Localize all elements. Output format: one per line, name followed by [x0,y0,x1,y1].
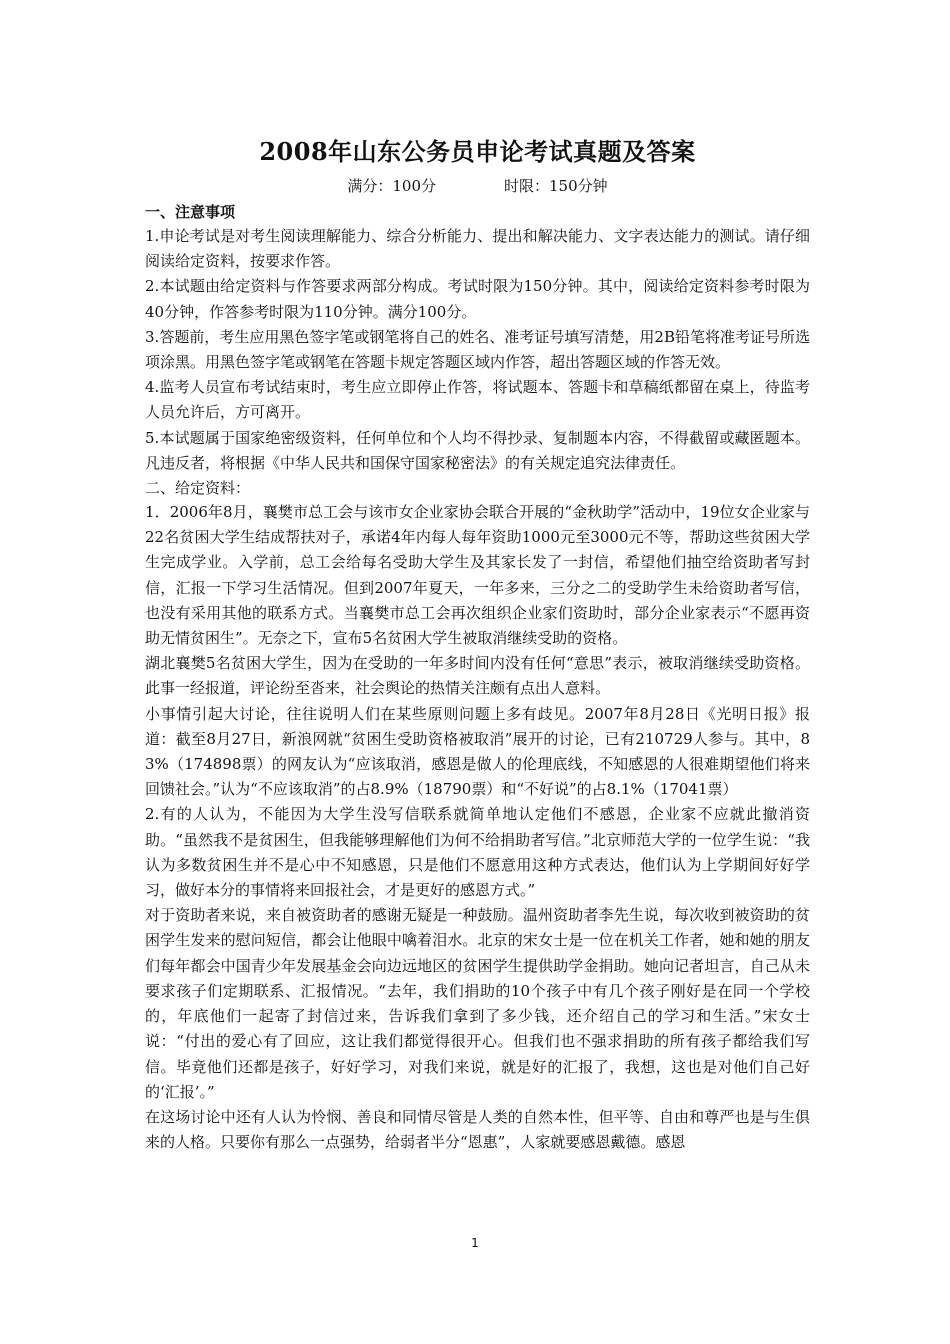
notice-item-5: 5.本试题属于国家绝密级资料，任何单位和个人均不得抄录、复制题本内容，不得截留或藏匿题本。凡违反者，将根据《中华人民共和国保守国家秘密法》的有关规定追究法律责任。 [145,428,810,472]
material-paragraph: 2.有的人认为，不能因为大学生没写信联系就简单地认定他们不感恩，企业家不应就此撤消资助。“虽然我不是贫困生，但我能够理解他们为何不给捐助者写信。”北京师范大学的一位学生说：“我认为多数贫困生并不是心中不知感恩，只是他们不愿意用这种方式表达，他们认为上学期间好好学习，做好本分的事情将来回报社会，才是更好的感恩方式。” [145,805,810,900]
full-score: 满分：100分 [347,177,436,195]
notice-item-3: 3.答题前，考生应用黑色签字笔或钢笔将自己的姓名、准考证号填写清楚，用2B铅笔将准考证号所选项涂黑。用黑色签字笔或钢笔在答题卡规定答题区域内作答，超出答题区域的作答无效。 [145,327,810,372]
material-paragraph: 对于资助者来说，来自被资助者的感谢无疑是一种鼓励。温州资助者李先生说，每次收到被资助的贫困学生发来的慰问短信，都会让他眼中噙着泪水。北京的宋女士是一位在机关工作者，她和她的朋友们每年都会中国青少年发展基金会向边远地区的贫困学生提供助学金捐助。她向记者坦言，自己从未要求孩子们定期联系、汇报情况。“去年，我们捐助的10个孩子中有几个孩子刚好是在同一个学校的，年底他们一起寄了封信过来，告诉我们拿到了多少钱，还介绍自己的学习和生活。”宋女士说：“付出的爱心有了回应，这让我们都觉得很开心。但我们也不强求捐助的所有孩子都给我们写信。毕竟他们还都是孩子，好好学习，对我们来说，就是好的汇报了，我想，这也是对他们自己好的‘汇报’。” [145,906,810,1101]
notice-item-2: 2.本试题由给定资料与作答要求两部分构成。考试时限为150分钟。其中，阅读给定资料参考时限为40分钟，作答参考时限为110分钟。满分100分。 [145,277,810,321]
document-title: 2008年山东公务员申论考试真题及答案 [259,137,696,166]
material-paragraph: 湖北襄樊5名贫困大学生，因为在受助的一年多时间内没有任何“意思”表示，被取消继续受助资格。此事一经报道，评论纷至沓来，社会舆论的热情关注颇有点出人意料。 [145,654,810,698]
material-paragraph: 在这场讨论中还有人认为怜悯、善良和同情尽管是人类的自然本性，但平等、自由和尊严也是与生俱来的人格。只要你有那么一点强势，给弱者半分“恩惠”，人家就要感恩戴德。感恩 [145,1107,810,1152]
exam-meta [145,172,810,200]
page-number: 1 [471,1236,479,1250]
time-limit: 时限：150分钟 [504,177,608,195]
notice-item-1: 1.申论考试是对考生阅读理解能力、综合分析能力、提出和解决能力、文字表达能力的测试。请仔细阅读给定资料，按要求作答。 [145,227,810,271]
notice-item-4: 4.监考人员宣布考试结束时，考生应立即停止作答，将试题本、答题卡和草稿纸都留在桌上，待监考人员允许后，方可离开。 [145,378,810,422]
section-materials-heading: 二、给定资料： [145,479,251,498]
material-paragraph: 1．2006年8月，襄樊市总工会与该市女企业家协会联合开展的“金秋助学”活动中，19位女企业家与22名贫困大学生结成帮扶对子，承诺4年内每人每年资助1000元至3000元不等，帮助这些贫困大学生完成学业。入学前，总工会给每名受助大学生及其家长发了一封信，希望他们抽空给资助者写封信，汇报一下学习生活情况。但到2007年夏天，一年多来，三分之二的受助学生未给资助者写信，也没有采用其他的联系方式。当襄樊市总工会再次组织企业家们资助时，部分企业家表示“不愿再资助无情贫困生”。无奈之下，宣布5名贫困大学生被取消继续受助的资格。 [145,503,810,648]
section-notice-heading: 一、注意事项 [145,203,236,221]
material-paragraph: 小事情引起大讨论，往往说明人们在某些原则问题上多有歧见。2007年8月28日《光明日报》报道：截至8月27日，新浪网就“贫困生受助资格被取消”展开的讨论，已有210729人参与。其中，83%（174898票）的网友认为“应该取消，感恩是做人的伦理底线，不知感恩的人很难期望他们将来回馈社会。”认为“不应该取消”的占8.9%（18790票）和“不好说”的占8.1%（17041票） [145,704,810,799]
document-page [145,132,810,1155]
